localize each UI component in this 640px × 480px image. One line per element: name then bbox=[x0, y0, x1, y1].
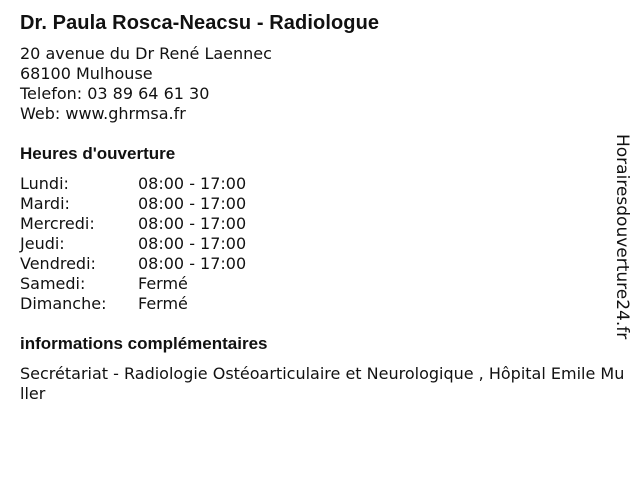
day-label: Jeudi: bbox=[20, 234, 65, 253]
hours-list bbox=[20, 174, 630, 314]
day-hours: 08:00 - 17:00 bbox=[138, 214, 247, 233]
day-hours: Fermé bbox=[138, 294, 188, 313]
hours-row-thursday bbox=[20, 234, 630, 254]
hours-row-sunday bbox=[20, 294, 630, 314]
hours-row-wednesday bbox=[20, 214, 630, 234]
day-label: Dimanche: bbox=[20, 294, 107, 313]
hours-row-tuesday bbox=[20, 194, 630, 214]
info-title: informations complémentaires bbox=[20, 334, 268, 353]
day-label: Lundi: bbox=[20, 174, 69, 193]
phone: Telefon: 03 89 64 61 30 bbox=[20, 84, 210, 103]
info-text: Secrétariat - Radiologie Ostéoarticulaire et Neurologique , Hôpital Emile Muller bbox=[20, 364, 625, 403]
page-title: Dr. Paula Rosca-Neacsu - Radiologue bbox=[20, 12, 380, 34]
day-hours: 08:00 - 17:00 bbox=[138, 194, 247, 213]
day-label: Mercredi: bbox=[20, 214, 95, 233]
day-hours: 08:00 - 17:00 bbox=[138, 254, 247, 273]
sidebar-brand: Horairesdouverture24.fr bbox=[612, 134, 632, 340]
address-block bbox=[20, 44, 630, 124]
hours-title: Heures d'ouverture bbox=[20, 144, 176, 163]
website: Web: www.ghrmsa.fr bbox=[20, 104, 186, 123]
day-label: Samedi: bbox=[20, 274, 86, 293]
hours-row-friday bbox=[20, 254, 630, 274]
day-hours: Fermé bbox=[138, 274, 188, 293]
day-label: Vendredi: bbox=[20, 254, 96, 273]
listing bbox=[20, 11, 630, 404]
day-label: Mardi: bbox=[20, 194, 70, 213]
city: 68100 Mulhouse bbox=[20, 64, 153, 83]
hours-row-monday bbox=[20, 174, 630, 194]
street-address: 20 avenue du Dr René Laennec bbox=[20, 44, 272, 63]
hours-row-saturday bbox=[20, 274, 630, 294]
day-hours: 08:00 - 17:00 bbox=[138, 174, 247, 193]
day-hours: 08:00 - 17:00 bbox=[138, 234, 247, 253]
